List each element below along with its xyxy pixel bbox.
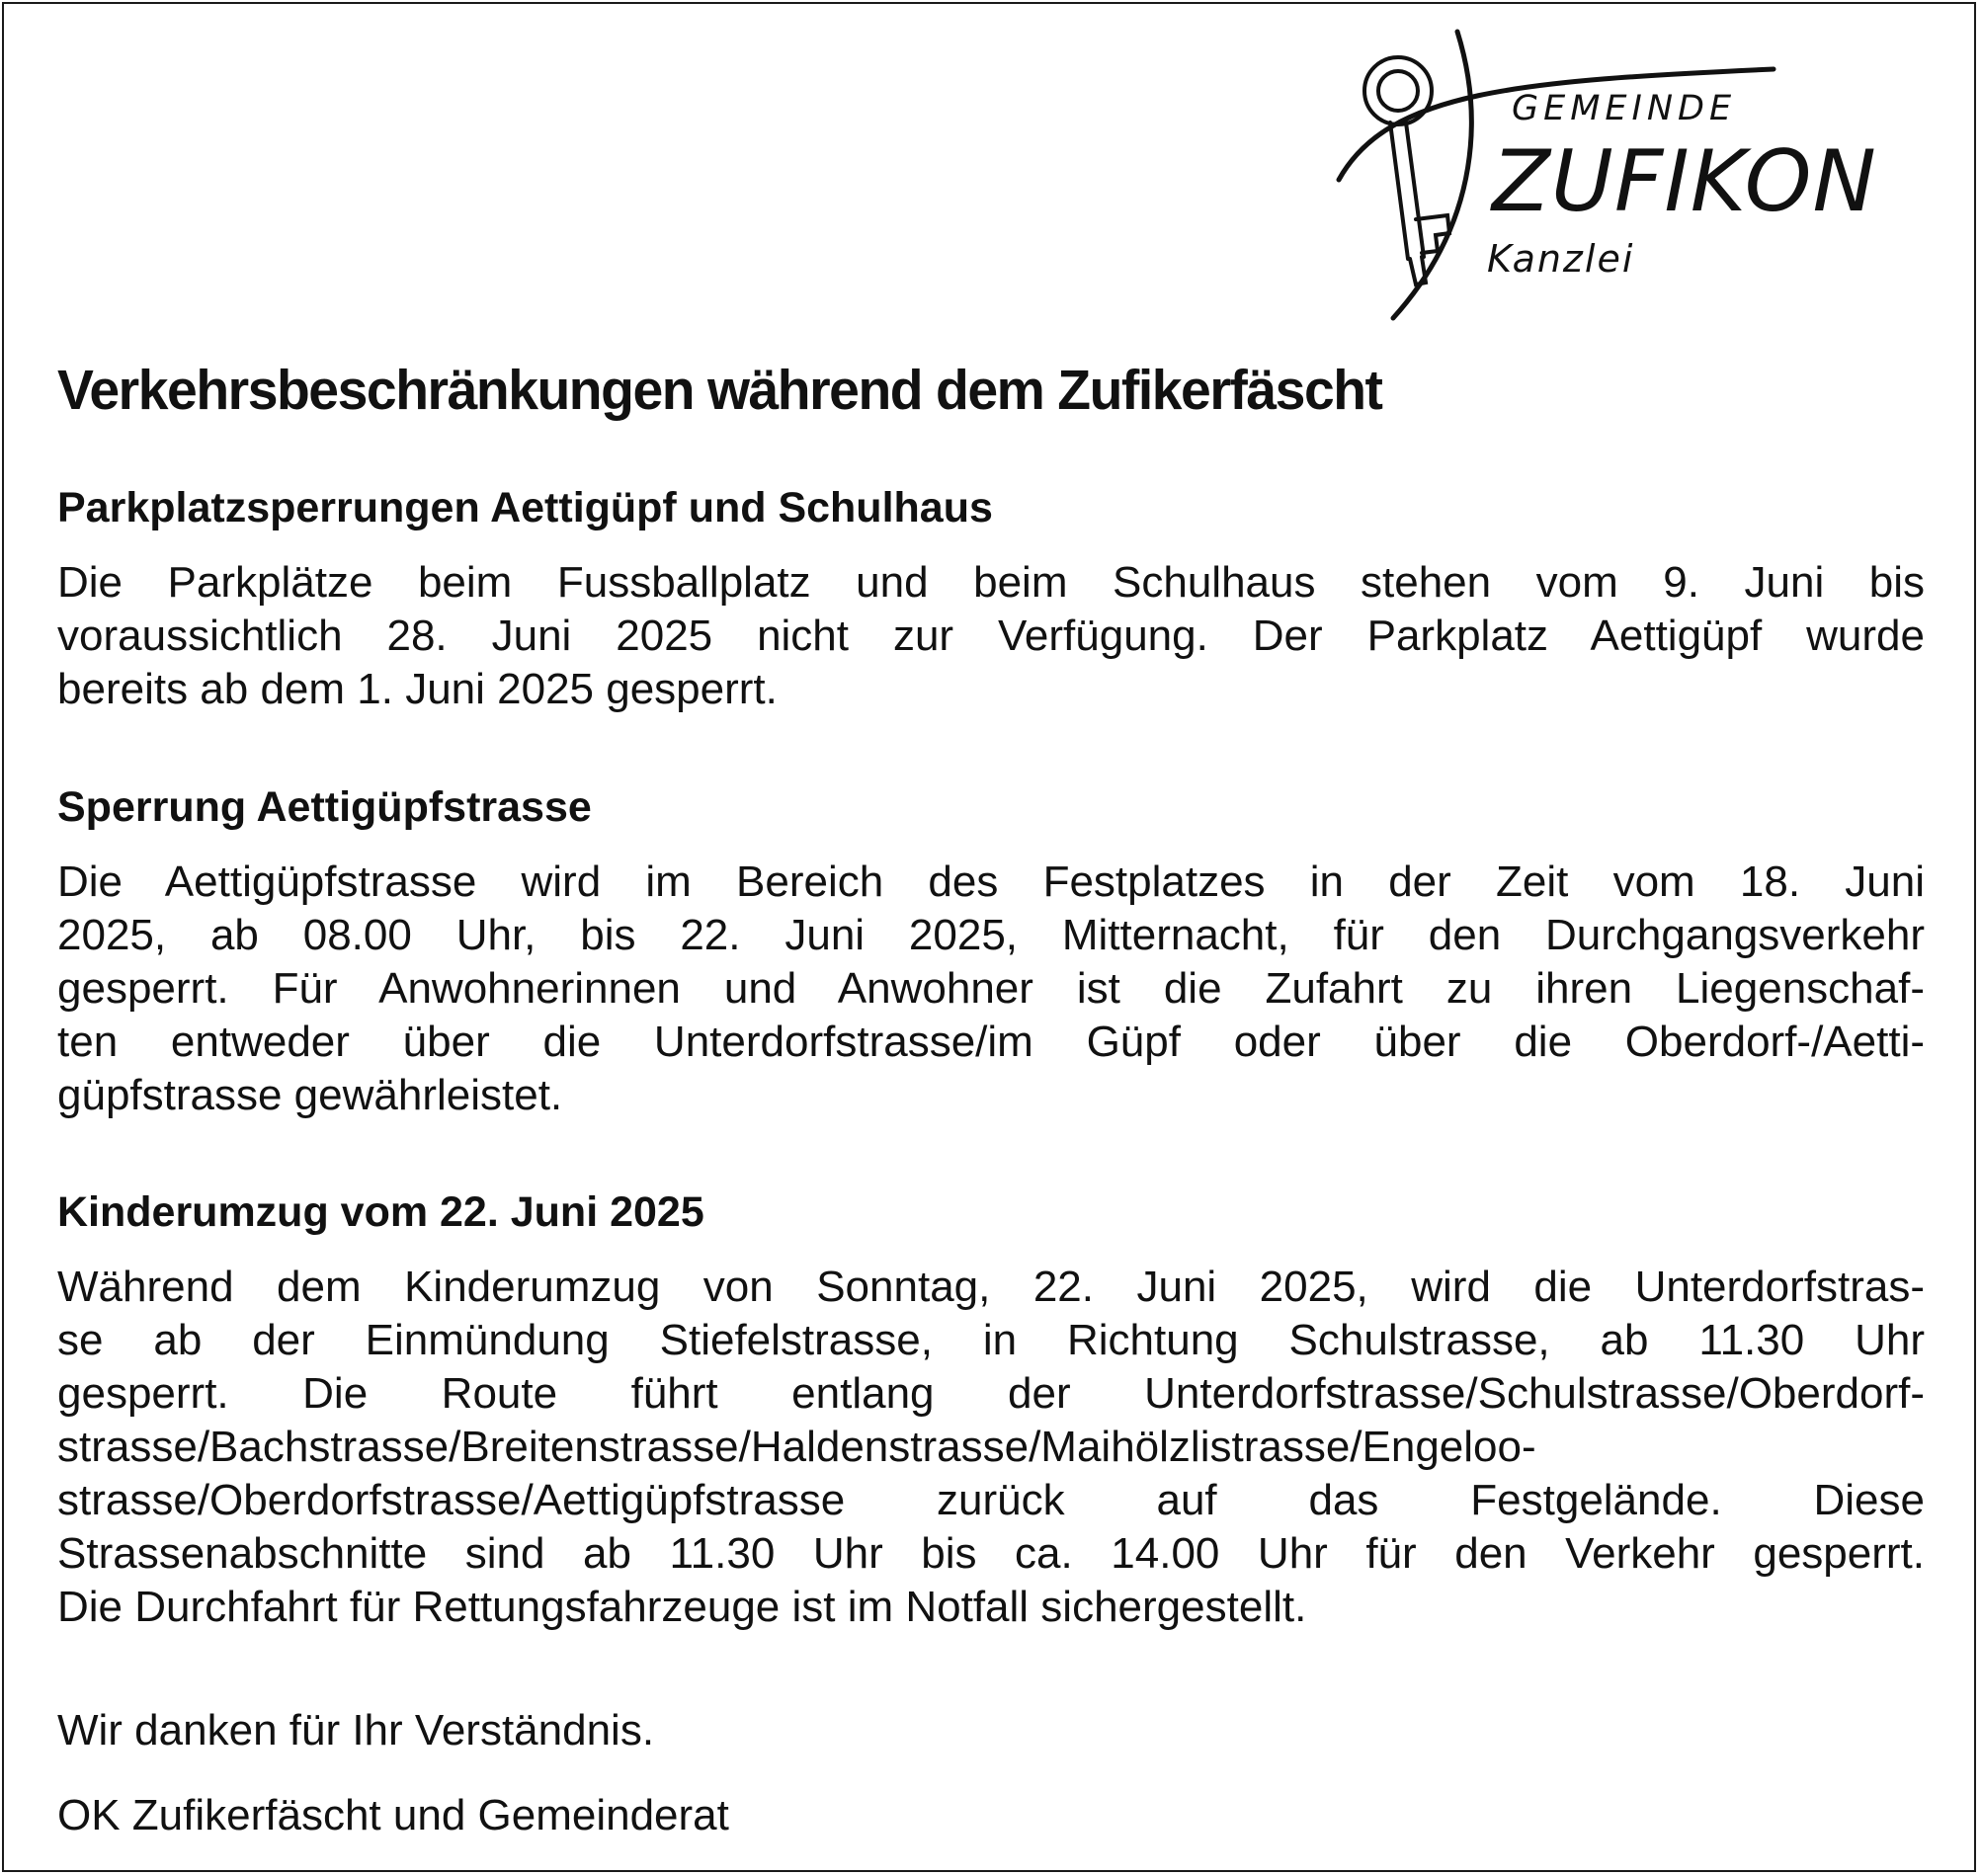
section-heading-parade: Kinderumzug vom 22. Juni 2025: [57, 1188, 704, 1236]
logo-zufikon-text: ZUFIKON: [1492, 132, 1877, 231]
section-body-road-closure: [57, 856, 1925, 1122]
closing-thanks: Wir danken für Ihr Verständnis.: [57, 1706, 655, 1754]
body-line: Die Aettigüpfstrasse wird im Bereich des Festplatzes in der Zeit vom 18. Juni: [57, 857, 1925, 906]
logo-kanzlei-text: Kanzlei: [1487, 237, 1635, 281]
section-body-parking: [57, 556, 1925, 716]
body-line: Während dem Kinderumzug von Sonntag, 22. Juni 2025, wird die Unterdorfstras-: [57, 1263, 1925, 1311]
section-heading-parking: Parkplatzsperrungen Aettigüpf und Schulhaus: [57, 484, 993, 531]
body-line: güpfstrasse gewährleistet.: [57, 1071, 563, 1119]
body-line: ten entweder über die Unterdorfstrasse/im Güpf oder über die Oberdorf-/Aetti-: [57, 1018, 1925, 1066]
notice-title: Verkehrsbeschränkungen während dem Zufikerfäscht: [57, 359, 1382, 422]
body-line: Strassenabschnitte sind ab 11.30 Uhr bis ca. 14.00 Uhr für den Verkehr gesperrt.: [57, 1529, 1925, 1578]
logo-gemeinde-text: GEMEINDE: [1512, 89, 1737, 128]
body-line: 2025, ab 08.00 Uhr, bis 22. Juni 2025, Mitternacht, für den Durchgangsverkehr: [57, 911, 1925, 959]
body-line: strasse/Oberdorfstrasse/Aettigüpfstrasse zurück auf das Festgelände. Diese: [57, 1476, 1925, 1524]
body-line: bereits ab dem 1. Juni 2025 gesperrt.: [57, 665, 778, 713]
body-line: se ab der Einmündung Stiefelstrasse, in Richtung Schulstrasse, ab 11.30 Uhr: [57, 1316, 1925, 1364]
section-heading-road-closure: Sperrung Aettigüpfstrasse: [57, 783, 592, 831]
section-body-parade: [57, 1261, 1925, 1634]
body-line: gesperrt. Für Anwohnerinnen und Anwohner ist die Zufahrt zu ihren Liegenschaf-: [57, 964, 1925, 1013]
body-line: Die Durchfahrt für Rettungsfahrzeuge ist im Notfall sichergestellt.: [57, 1583, 1307, 1631]
body-line: gesperrt. Die Route führt entlang der Unterdorfstrasse/Schulstrasse/Oberdorf-: [57, 1369, 1925, 1418]
gemeinde-logo: [1299, 22, 1941, 328]
body-line: Die Parkplätze beim Fussballplatz und beim Schulhaus stehen vom 9. Juni bis: [57, 558, 1925, 607]
body-line: strasse/Bachstrasse/Breitenstrasse/Haldenstrasse/Maihölzlistrasse/Engeloo-: [57, 1423, 1536, 1471]
body-line: voraussichtlich 28. Juni 2025 nicht zur Verfügung. Der Parkplatz Aettigüpf wurde: [57, 612, 1925, 660]
closing-signature: OK Zufikerfäscht und Gemeinderat: [57, 1791, 729, 1839]
